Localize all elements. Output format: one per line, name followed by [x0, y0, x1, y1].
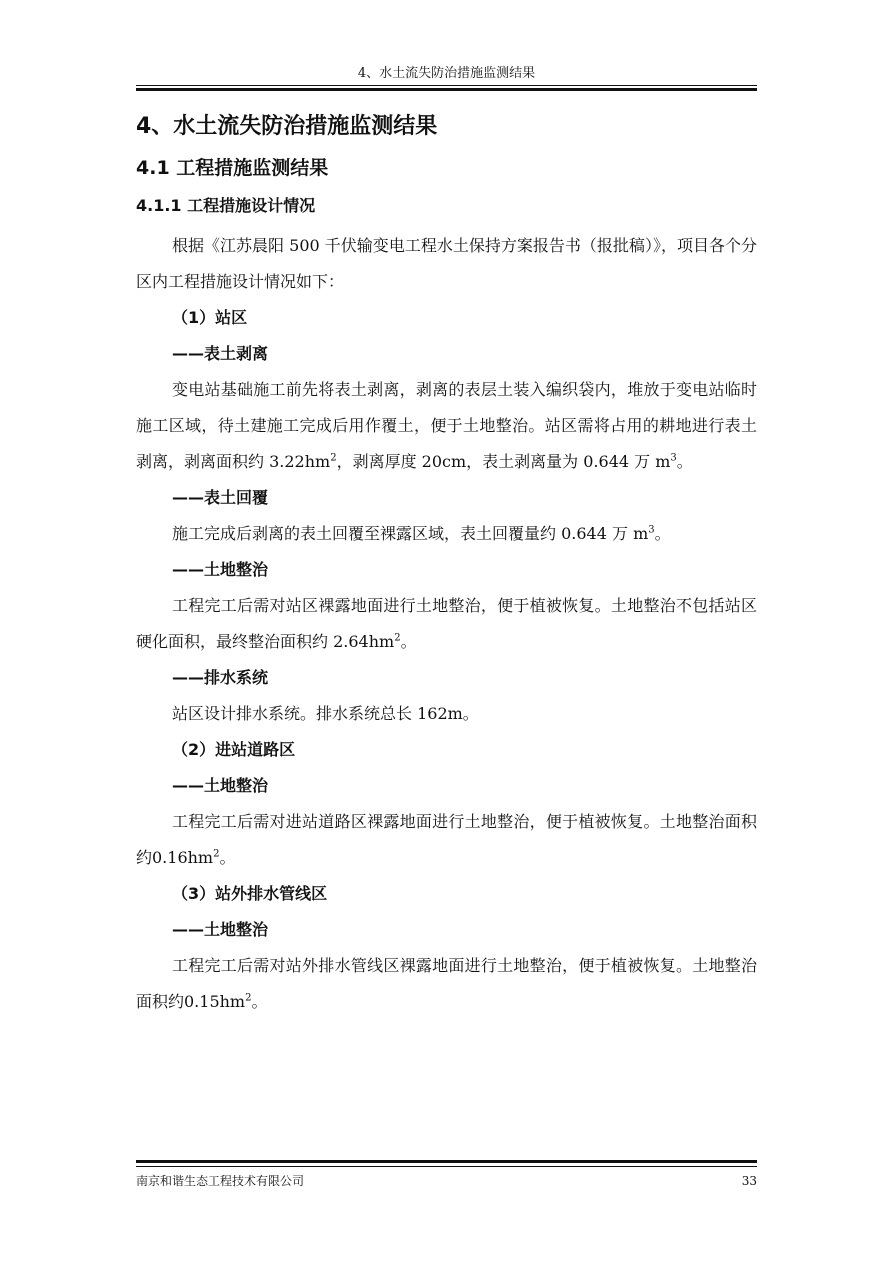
- zone3-title: （3）站外排水管线区: [172, 884, 328, 903]
- running-header: 4、水土流失防治措施监测结果: [357, 66, 536, 81]
- zone3-land-rehab-title: ——土地整治: [172, 920, 269, 939]
- zone1-topsoil-backfill-text: 施工完成后剥离的表土回覆至裸露区域，表土回覆量约 0.644 万 $m^3$。: [172, 524, 671, 543]
- zone3-land-rehab-text: 工程完工后需对站外排水管线区裸露地面进行土地整治，便于植被恢复。土地整治面积约$0.15hm^2$。: [136, 956, 757, 1011]
- intro-paragraph: 根据《江苏晨阳 500 千伏输变电工程水土保持方案报告书（报批稿）》，项目各个分区内工程措施设计情况如下：: [136, 236, 757, 291]
- page-number: 33: [741, 1174, 757, 1188]
- zone1-topsoil-backfill-title: ——表土回覆: [172, 488, 269, 507]
- footer-rule-thick: [136, 1160, 757, 1163]
- footer-company: 南京和谐生态工程技术有限公司: [136, 1174, 305, 1188]
- section-heading: 4.1 工程措施监测结果: [136, 157, 329, 179]
- zone1-title: （1）站区: [172, 308, 248, 327]
- zone1-drainage-text: 站区设计排水系统。排水系统总长 162m。: [172, 704, 479, 723]
- zone1-topsoil-stripping-text: 变电站基础施工前先将表土剥离，剥离的表层土装入编织袋内，堆放于变电站临时施工区域，待土建施工完成后用作覆土，便于土地整治。站区需将占用的耕地进行表土剥离，剥离面积约 $3.22hm^2$，剥离厚度 20cm，表土剥离量为 0.644 万 $m^3$。: [136, 380, 757, 471]
- zone1-drainage-title: ——排水系统: [172, 668, 269, 687]
- zone2-land-rehab-text: 工程完工后需对进站道路区裸露地面进行土地整治，便于植被恢复。土地整治面积约$0.16hm^2$。: [136, 812, 757, 867]
- header-rule-thin: [136, 85, 757, 86]
- zone2-land-rehab-title: ——土地整治: [172, 776, 269, 795]
- subsection-heading: 4.1.1 工程措施设计情况: [136, 196, 316, 215]
- chapter-heading: 4、水土流失防治措施监测结果: [136, 114, 438, 139]
- document-body: [136, 112, 757, 1020]
- zone1-land-rehab-text: 工程完工后需对站区裸露地面进行土地整治，便于植被恢复。土地整治不包括站区硬化面积，最终整治面积约 $2.64hm^2$。: [136, 596, 757, 651]
- zone2-title: （2）进站道路区: [172, 740, 296, 759]
- zone1-land-rehab-title: ——土地整治: [172, 560, 269, 579]
- header-rule-thick: [136, 88, 757, 91]
- zone1-topsoil-stripping-title: ——表土剥离: [172, 344, 269, 363]
- footer-rule-thin: [136, 1166, 757, 1167]
